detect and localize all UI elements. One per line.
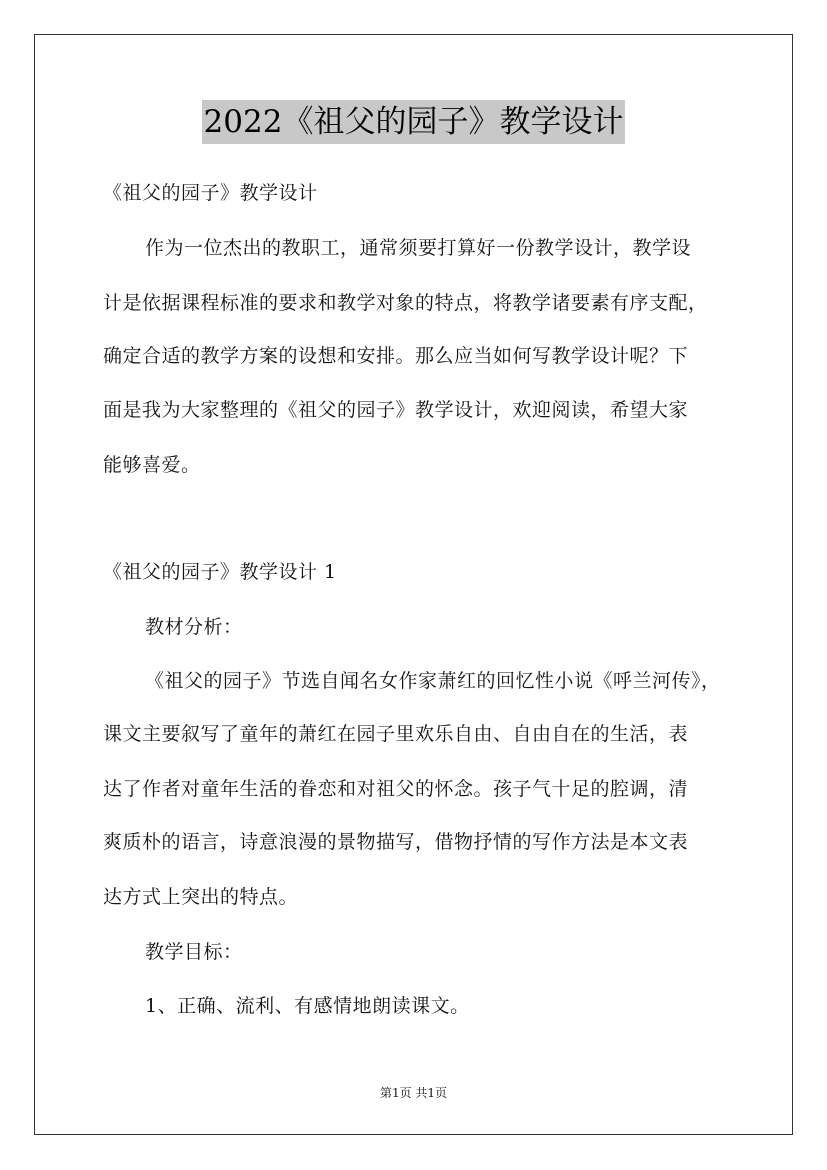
material-line-5: 达方式上突出的特点。 bbox=[103, 886, 299, 908]
material-label: 教材分析： bbox=[145, 616, 243, 638]
goals-label: 教学目标： bbox=[145, 941, 243, 963]
document-title: 2022《祖父的园子》教学设计 bbox=[202, 100, 626, 144]
material-line-2: 课文主要叙写了童年的萧红在园子里欢乐自由、自由自在的生活，表 bbox=[103, 723, 689, 745]
title-container bbox=[0, 100, 827, 144]
intro-line-1: 作为一位杰出的教职工，通常须要打算好一份教学设计，教学设 bbox=[145, 237, 692, 259]
document-subtitle: 《祖父的园子》教学设计 bbox=[103, 182, 318, 204]
material-line-3: 达了作者对童年生活的眷恋和对祖父的怀念。孩子气十足的腔调，清 bbox=[103, 778, 689, 800]
intro-line-2: 计是依据课程标准的要求和教学对象的特点，将教学诸要素有序支配， bbox=[103, 292, 708, 314]
material-line-4: 爽质朴的语言，诗意浪漫的景物描写，借物抒情的写作方法是本文表 bbox=[103, 831, 689, 853]
page-footer: 第1页 共1页 bbox=[379, 1086, 448, 1100]
intro-line-5: 能够喜爱。 bbox=[103, 454, 201, 476]
intro-line-3: 确定合适的教学方案的设想和安排。那么应当如何写教学设计呢？下 bbox=[103, 345, 689, 367]
goal-item-1: 1、正确、流利、有感情地朗读课文。 bbox=[145, 995, 470, 1017]
intro-line-4: 面是我为大家整理的《祖父的园子》教学设计，欢迎阅读，希望大家 bbox=[103, 399, 689, 421]
material-line-1: 《祖父的园子》节选自闻名女作家萧红的回忆性小说《呼兰河传》， bbox=[145, 670, 721, 692]
section-heading: 《祖父的园子》教学设计 1 bbox=[103, 561, 337, 583]
